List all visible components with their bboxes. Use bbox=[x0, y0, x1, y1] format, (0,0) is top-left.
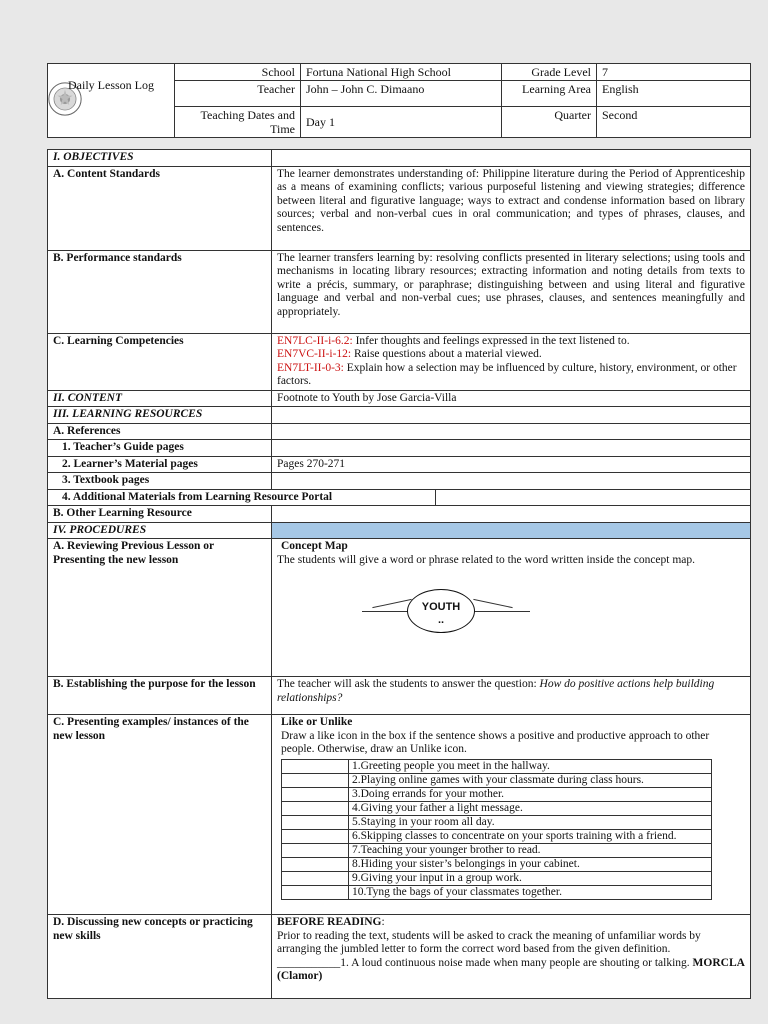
teachers-guide-label: 1. Teacher’s Guide pages bbox=[48, 440, 272, 457]
before-reading-title: BEFORE READING bbox=[277, 916, 382, 928]
exercise-item: 10.Tyng the bags of your classmates together. bbox=[349, 885, 712, 899]
concept-map-line bbox=[473, 599, 512, 608]
competency-text: Infer thoughts and feelings expressed in the text listened to. bbox=[352, 334, 630, 347]
table-row bbox=[282, 871, 712, 885]
competency-text: Explain how a selection may be influenced by culture, history, environment, or other factors. bbox=[277, 361, 737, 387]
vocabulary-item bbox=[277, 957, 745, 984]
performance-standards-text: The learner transfers learning by: resolving conflicts presented in literary selections; using tools and mechanisms in locating library resources; extracting information and noting details from texts to write a précis, summary, or paraphrase; distinguishing between and using literal and figurative language and verbal and non-verbal cues; use phrases, clauses, and sentences meaningfully and appropriately. bbox=[272, 250, 751, 333]
procedure-c-label: C. Presenting examples/ instances of the new lesson bbox=[48, 715, 272, 915]
vocabulary-answer: MORCLA (Clamor) bbox=[277, 956, 745, 982]
concept-map-text: The students will give a word or phrase related to the word written inside the concept map. bbox=[277, 553, 696, 566]
purpose-question: How do positive actions help building relationships? bbox=[277, 678, 715, 704]
concept-map-title: Concept Map bbox=[281, 540, 348, 552]
competency-code: EN7VC-II-i-12: bbox=[277, 348, 352, 360]
table-row bbox=[282, 829, 712, 843]
learners-material-label: 2. Learner’s Material pages bbox=[48, 456, 272, 473]
answer-box[interactable] bbox=[282, 829, 349, 843]
before-reading-text: Prior to reading the text, students will be asked to crack the meaning of unfamiliar words by arranging the jumbled letter to form the correct word based from the given definition. bbox=[277, 929, 701, 955]
grade-label: Grade Level bbox=[502, 64, 597, 81]
like-unlike-table bbox=[281, 759, 712, 900]
procedure-d-content bbox=[272, 915, 751, 999]
procedure-b-label: B. Establishing the purpose for the lesson bbox=[48, 677, 272, 715]
procedure-c-content bbox=[272, 715, 751, 915]
table-row bbox=[282, 801, 712, 815]
dates-label: Teaching Dates and Time bbox=[175, 107, 301, 138]
competency-item bbox=[277, 362, 745, 389]
purpose-text: The teacher will ask the students to answer the question: bbox=[277, 678, 540, 690]
exercise-item: 6.Skipping classes to concentrate on your sports training with a friend. bbox=[349, 829, 712, 843]
concept-map-line bbox=[362, 611, 408, 612]
answer-box[interactable] bbox=[282, 773, 349, 787]
competencies-label: C. Learning Competencies bbox=[48, 333, 272, 390]
procedure-a-label: A. Reviewing Previous Lesson or Presenting the new lesson bbox=[48, 539, 272, 677]
like-unlike-title: Like or Unlike bbox=[281, 716, 353, 728]
concept-map-oval bbox=[407, 589, 475, 633]
answer-box[interactable] bbox=[282, 843, 349, 857]
table-row bbox=[282, 885, 712, 899]
school-label: School bbox=[175, 64, 301, 81]
competency-item bbox=[277, 348, 745, 362]
competency-code: EN7LT-II-0-3: bbox=[277, 361, 344, 374]
references-label: A. References bbox=[48, 423, 272, 440]
header-table bbox=[47, 63, 751, 138]
vocabulary-definition: ___________1. A loud continuous noise made when many people are shouting or talking. bbox=[277, 956, 693, 969]
competency-item bbox=[277, 335, 745, 349]
competency-text: Raise questions about a material viewed. bbox=[351, 348, 542, 360]
resources-heading: III. LEARNING RESOURCES bbox=[48, 407, 272, 424]
grade-value: 7 bbox=[597, 64, 751, 81]
concept-map-line bbox=[474, 611, 530, 612]
concept-map-word: YOUTH bbox=[421, 601, 461, 613]
procedure-b-content bbox=[272, 677, 751, 715]
quarter-label: Quarter bbox=[502, 107, 597, 138]
answer-box[interactable] bbox=[282, 815, 349, 829]
answer-box[interactable] bbox=[282, 857, 349, 871]
answer-box[interactable] bbox=[282, 885, 349, 899]
concept-map bbox=[277, 567, 745, 657]
main-table bbox=[47, 149, 751, 999]
competency-code: EN7LC-II-i-6.2: bbox=[277, 334, 353, 347]
answer-box[interactable] bbox=[282, 871, 349, 885]
competencies-list bbox=[272, 333, 751, 390]
before-reading-heading bbox=[277, 916, 745, 930]
exercise-item: 1.Greeting people you meet in the hallway. bbox=[349, 759, 712, 773]
content-heading: II. CONTENT bbox=[48, 390, 272, 407]
area-label: Learning Area bbox=[502, 81, 597, 107]
other-resource-label: B. Other Learning Resource bbox=[48, 506, 272, 523]
textbook-label: 3. Textbook pages bbox=[48, 473, 272, 490]
answer-box[interactable] bbox=[282, 787, 349, 801]
learners-material-value: Pages 270-271 bbox=[272, 456, 751, 473]
table-row bbox=[282, 787, 712, 801]
school-value: Fortuna National High School bbox=[301, 64, 502, 81]
table-row bbox=[282, 773, 712, 787]
procedure-a-content bbox=[272, 539, 751, 677]
dates-value: Day 1 bbox=[301, 107, 502, 138]
logo-cell bbox=[48, 64, 175, 138]
exercise-item: 5.Staying in your room all day. bbox=[349, 815, 712, 829]
before-reading-colon: : bbox=[381, 916, 385, 928]
content-standards-text: The learner demonstrates understanding of: Philippine literature during the Period of Apprenticeship as a means of examining conflicts; various purposeful listening and viewing strategies; difference between literal and figurative language; ways to extract and condense information based on library sources; verbal and non-verbal cues in oral communication; and types of phrases, clauses, and sentences. bbox=[272, 166, 751, 250]
answer-box[interactable] bbox=[282, 801, 349, 815]
table-row bbox=[282, 857, 712, 871]
additional-materials-label: 4. Additional Materials from Learning Resource Portal bbox=[48, 489, 436, 506]
table-row bbox=[282, 759, 712, 773]
log-title: Daily Lesson Log bbox=[68, 78, 154, 92]
concept-map-dots: .. bbox=[437, 614, 445, 626]
teacher-value: John – John C. Dimaano bbox=[301, 81, 502, 107]
content-standards-label: A. Content Standards bbox=[48, 166, 272, 250]
exercise-item: 8.Hiding your sister’s belongings in your cabinet. bbox=[349, 857, 712, 871]
exercise-item: 9.Giving your input in a group work. bbox=[349, 871, 712, 885]
area-value: English bbox=[597, 81, 751, 107]
content-value: Footnote to Youth by Jose Garcia-Villa bbox=[272, 390, 751, 407]
procedures-heading: IV. PROCEDURES bbox=[48, 522, 272, 539]
table-row bbox=[282, 843, 712, 857]
teacher-label: Teacher bbox=[175, 81, 301, 107]
objectives-heading: I. OBJECTIVES bbox=[48, 150, 272, 167]
quarter-value: Second bbox=[597, 107, 751, 138]
procedure-d-label: D. Discussing new concepts or practicing new skills bbox=[48, 915, 272, 999]
exercise-item: 7.Teaching your younger brother to read. bbox=[349, 843, 712, 857]
exercise-item: 3.Doing errands for your mother. bbox=[349, 787, 712, 801]
exercise-item: 4.Giving your father a light message. bbox=[349, 801, 712, 815]
concept-map-line bbox=[372, 599, 411, 608]
like-unlike-instructions: Draw a like icon in the box if the sentence shows a positive and productive approach to other people. Otherwise, draw an Unlike icon. bbox=[281, 729, 710, 755]
exercise-item: 2.Playing online games with your classmate during class hours. bbox=[349, 773, 712, 787]
performance-standards-label: B. Performance standards bbox=[48, 250, 272, 333]
answer-box[interactable] bbox=[282, 759, 349, 773]
table-row bbox=[282, 815, 712, 829]
procedures-highlight bbox=[272, 522, 751, 539]
